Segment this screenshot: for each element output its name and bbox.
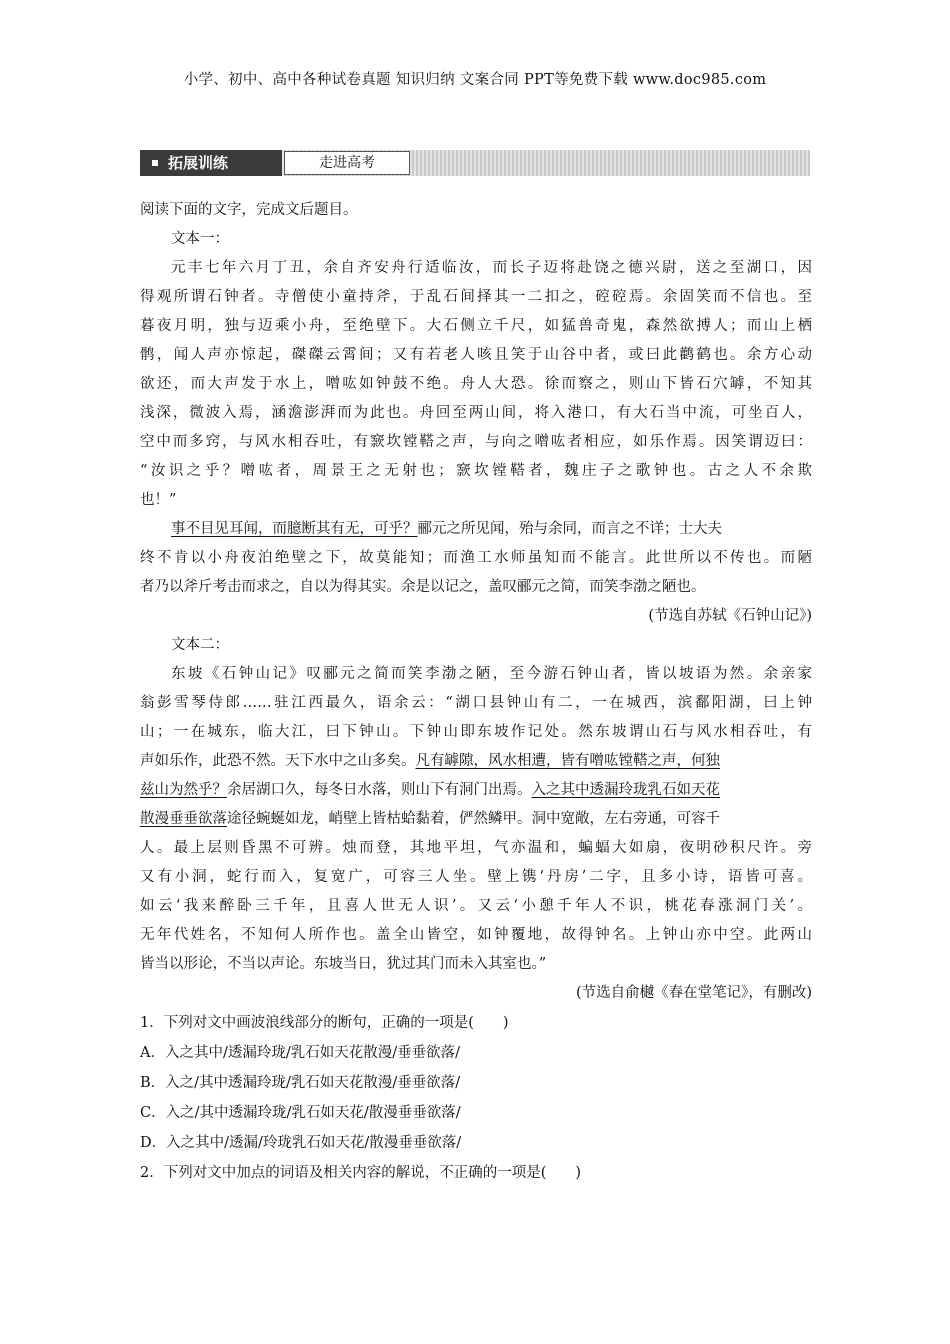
text2-plain: 余居湖口久，每冬日水落，则山下有洞门出焉。 xyxy=(227,782,532,798)
text2-line: 东坡《石钟山记》叹郦元之简而笑李渤之陋，至今游石钟山者，皆以坡语为然。余亲家 xyxy=(171,666,812,682)
text1-line: 浅深，微波入焉，涵澹澎湃而为此也。舟回至两山间，将入港口，有大石当中流，可坐百人， xyxy=(140,405,812,421)
text2-line: 如云‘我来醉卧三千年，且喜人世无人识’。又云‘小憩千年人不识，桃花春涨洞门关’。 xyxy=(140,898,812,914)
text2-line: 山；一在城东，临大江，曰下钟山。下钟山即东坡作记处。然东坡谓山石与风水相吞吐，有 xyxy=(140,724,812,740)
text2-line: 人。最上层则昏黑不可辨。烛而登，其地平坦，气亦温和，蝙蝠大如扇，夜明砂积尺许。旁 xyxy=(140,840,812,856)
text1-line: 者乃以斧斤考击而求之，自以为得其实。余是以记之，盖叹郦元之简，而笑李渤之陋也。 xyxy=(140,579,706,595)
text2-line: 又有小洞，蛇行而入，复宽广，可容三人坐。壁上镌‘丹房’二字，且多小诗，语皆可喜。 xyxy=(140,869,812,885)
text1-line: 欲还，而大声发于水上，噌吰如钟鼓不绝。舟人大恐。徐而察之，则山下皆石穴罅，不知其 xyxy=(140,376,812,392)
text2-source: (节选自俞樾《春在堂笔记》，有删改) xyxy=(575,985,812,1001)
text1-line: 也！” xyxy=(140,492,177,508)
wavy-underlined-text: 兹山为然乎？ xyxy=(140,782,227,798)
text2-line: 翁彭雪琴侍郎……驻江西最久，语余云：“湖口县钟山有二，一在城西，滨鄱阳湖，曰上钟 xyxy=(140,695,812,711)
text1-title: 文本一： xyxy=(171,231,229,247)
banner-section-label xyxy=(140,150,282,176)
page-header-ad: 小学、初中、高中各种试卷真题 知识归纳 文案合同 PPT等免费下载 www.doc985.com xyxy=(183,72,767,88)
banner-tab: 走进高考 xyxy=(284,151,410,175)
square-bullet-icon xyxy=(152,160,158,166)
text2-title: 文本二： xyxy=(171,637,229,653)
wavy-underlined-text: 散漫垂垂欲落 xyxy=(140,811,227,827)
document-body xyxy=(140,196,812,1188)
underlined-sentence: 事不目见耳闻，而臆断其有无，可乎？ xyxy=(171,521,418,537)
text1-line: 鹘，闻人声亦惊起，磔磔云霄间；又有若老人咳且笑于山谷中者，或曰此鹳鹤也。余方心动 xyxy=(140,347,812,363)
text2-line: 无年代姓名，不知何人所作也。盖全山皆空，如钟覆地，故得钟名。上钟山亦中空。此两山 xyxy=(140,927,812,943)
question-option-c: C．入之/其中透漏玲珑/乳石如天花/散漫垂垂欲落/ xyxy=(140,1105,461,1121)
banner-section-text: 拓展训练 xyxy=(168,154,229,172)
text2-plain: 途径蜿蜒如龙，峭壁上皆枯蛤黏着，俨然鳞甲。洞中宽敞，左右旁通，可容千 xyxy=(227,811,720,827)
text1-line: 暮夜月明，独与迈乘小舟，至绝壁下。大石侧立千尺，如猛兽奇鬼，森然欲搏人；而山上栖 xyxy=(140,318,812,334)
text1-p2-line xyxy=(140,515,812,544)
text1-line: 终不肯以小舟夜泊绝壁之下，故莫能知；而渔工水师虽知而不能言。此世所以不传也。而陋 xyxy=(140,550,812,566)
question-option-b: B．入之/其中透漏玲珑/乳石如天花散漫/垂垂欲落/ xyxy=(140,1075,461,1091)
question-stem: 2．下列对文中加点的词语及相关内容的解说，不正确的一项是( ) xyxy=(140,1165,582,1181)
section-banner xyxy=(140,150,810,176)
intro-text: 阅读下面的文字，完成文后题目。 xyxy=(140,202,358,218)
text1-line: 元丰七年六月丁丑，余自齐安舟行适临汝，而长子迈将赴饶之德兴尉，送之至湖口，因 xyxy=(171,260,812,276)
question-option-d: D．入之其中/透漏/玲珑乳石如天花/散漫垂垂欲落/ xyxy=(140,1135,462,1151)
text1-line: 空中而多窍，与风水相吞吐，有窾坎镗鞳之声，与向之噌吰者相应，如乐作焉。因笑谓迈曰： xyxy=(140,434,812,450)
text2-plain: 声如乐作，此恐不然。天下水中之山多矣。 xyxy=(140,753,416,769)
text1-line: 得观所谓石钟者。寺僧使小童持斧，于乱石间择其一二扣之，硿硿焉。余固笑而不信也。至 xyxy=(140,289,812,305)
text2-line xyxy=(140,747,812,776)
question-stem: 1．下列对文中画波浪线部分的断句，正确的一项是( ) xyxy=(140,1015,509,1031)
text1-source: (节选自苏轼《石钟山记》) xyxy=(648,608,812,624)
question-option-a: A．入之其中/透漏玲珑/乳石如天花散漫/垂垂欲落/ xyxy=(140,1045,461,1061)
text2-line: 皆当以形论，不当以声论。东坡当日，犹过其门而未入其室也。” xyxy=(140,956,547,972)
text1-line: “汝识之乎？噌吰者，周景王之无射也；窾坎镗鞳者，魏庄子之歌钟也。古之人不余欺 xyxy=(140,463,812,479)
text2-line xyxy=(140,776,812,805)
wavy-underlined-text: 凡有罅隙，风水相遭，皆有噌吰镗鞳之声，何独 xyxy=(415,753,720,769)
text2-line xyxy=(140,805,812,834)
text1-p2-rest: 郦元之所见闻，殆与余同，而言之不详；士大夫 xyxy=(417,521,722,537)
wavy-underlined-text: 入之其中透漏玲珑乳石如天花 xyxy=(531,782,720,798)
